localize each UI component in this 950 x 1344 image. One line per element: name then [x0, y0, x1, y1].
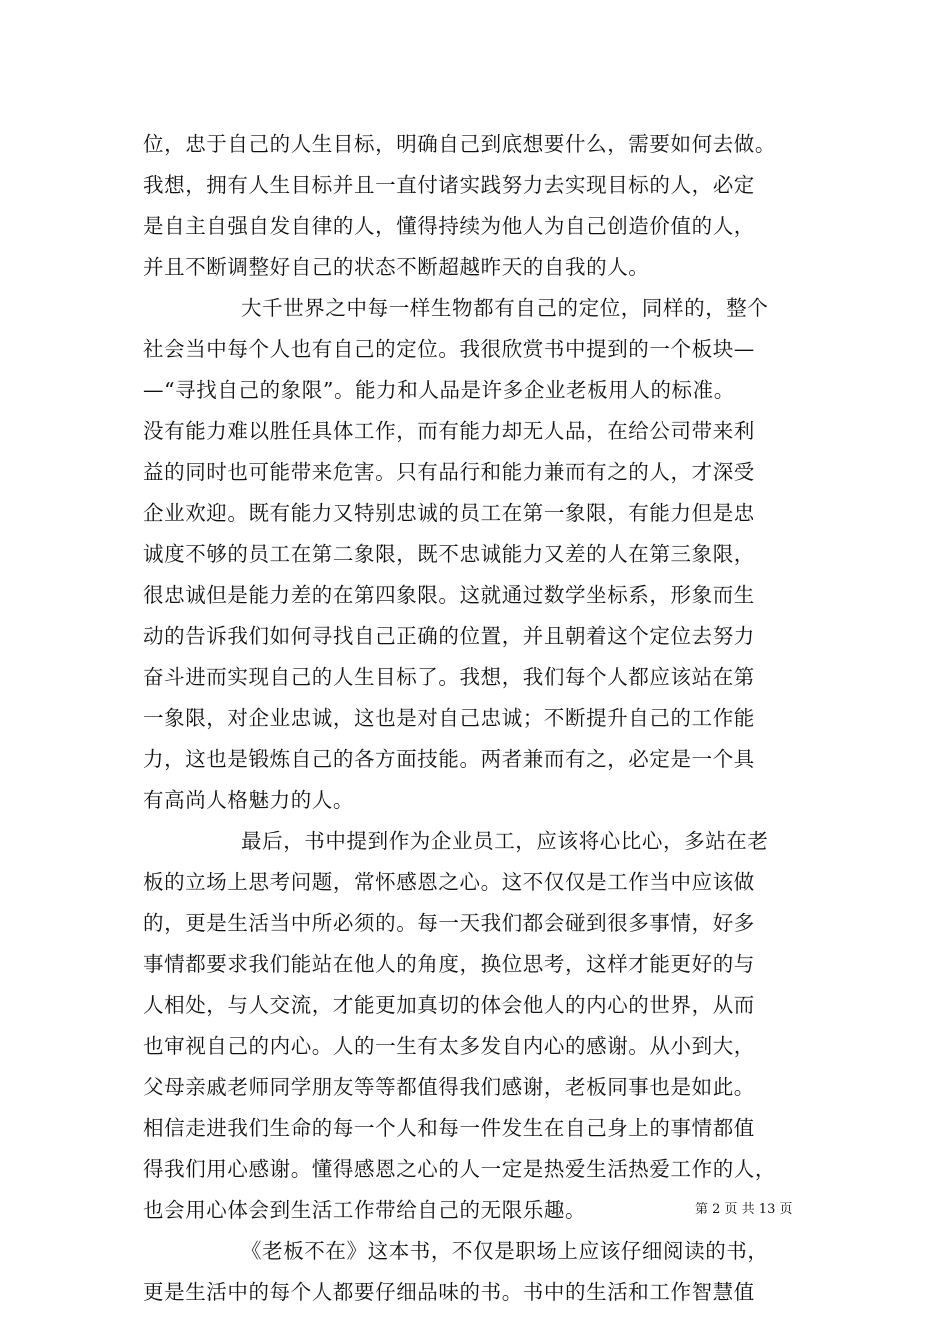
text-line: 位，忠于自己的人生目标，明确自己到底想要什么，需要如何去做。	[143, 132, 776, 156]
text-line: 板的立场上思考问题，常怀感恩之心。这不仅仅是工作当中应该做	[143, 870, 755, 894]
text-line: 相信走进我们生命的每一个人和每一件发生在自己身上的事情都值	[143, 1116, 755, 1140]
text-line: 益的同时也可能带来危害。只有品行和能力兼而有之的人，才深受	[143, 460, 755, 484]
text-line: 更是生活中的每个人都要仔细品味的书。书中的生活和工作智慧值	[143, 1280, 755, 1304]
text-line: 父母亲戚老师同学朋友等等都值得我们感谢，老板同事也是如此。	[143, 1075, 755, 1099]
text-line: 事情都要求我们能站在他人的角度，换位思考，这样才能更好的与	[143, 952, 755, 976]
text-line: 一象限，对企业忠诚，这也是对自己忠诚；不断提升自己的工作能	[143, 706, 755, 730]
text-line: 动的告诉我们如何寻找自己正确的位置，并且朝着这个定位去努力	[143, 624, 755, 648]
text-line: 也会用心体会到生活工作带给自己的无限乐趣。	[143, 1198, 587, 1222]
paragraph-first-line: 大千世界之中每一样生物都有自己的定位，同样的，整个	[241, 296, 769, 320]
text-line: 诚度不够的员工在第二象限，既不忠诚能力又差的人在第三象限，	[143, 542, 755, 566]
text-line: 我想，拥有人生目标并且一直付诸实践努力去实现目标的人，必定	[143, 173, 755, 197]
text-line: 人相处，与人交流，才能更加真切的体会他人的内心的世界，从而	[143, 993, 755, 1017]
text-line: 企业欢迎。既有能力又特别忠诚的员工在第一象限，有能力但是忠	[143, 501, 755, 525]
text-line: 力，这也是锻炼自己的各方面技能。两者兼而有之，必定是一个具	[143, 747, 755, 771]
text-line: 没有能力难以胜任具体工作，而有能力却无人品，在给公司带来利	[143, 419, 755, 443]
body-text	[143, 124, 823, 1313]
paragraph-first-line: 最后，书中提到作为企业员工，应该将心比心，多站在老	[241, 829, 769, 853]
text-line: 得我们用心感谢。懂得感恩之心的人一定是热爱生活热爱工作的人，	[143, 1157, 776, 1181]
paragraph-first-line: 《老板不在》这本书，不仅是职场上应该仔细阅读的书，	[241, 1239, 769, 1263]
text-line: 也审视自己的内心。人的一生有太多发自内心的感谢。从小到大，	[143, 1034, 755, 1058]
text-line: 的，更是生活当中所必须的。每一天我们都会碰到很多事情，好多	[143, 911, 755, 935]
text-line: —“寻找自己的象限”。能力和人品是许多企业老板用人的标准。	[143, 378, 735, 402]
text-line: 是自主自强自发自律的人，懂得持续为他人为自己创造价值的人，	[143, 214, 755, 238]
text-line: 并且不断调整好自己的状态不断超越昨天的自我的人。	[143, 255, 650, 279]
page-number-footer: 第 2 页 共 13 页	[695, 1202, 793, 1217]
text-line: 很忠诚但是能力差的在第四象限。这就通过数学坐标系，形象而生	[143, 583, 755, 607]
text-line: 有高尚人格魅力的人。	[143, 788, 354, 812]
text-line: 社会当中每个人也有自己的定位。我很欣赏书中提到的一个板块—	[143, 337, 755, 361]
text-line: 奋斗进而实现自己的人生目标了。我想，我们每个人都应该站在第	[143, 665, 755, 689]
